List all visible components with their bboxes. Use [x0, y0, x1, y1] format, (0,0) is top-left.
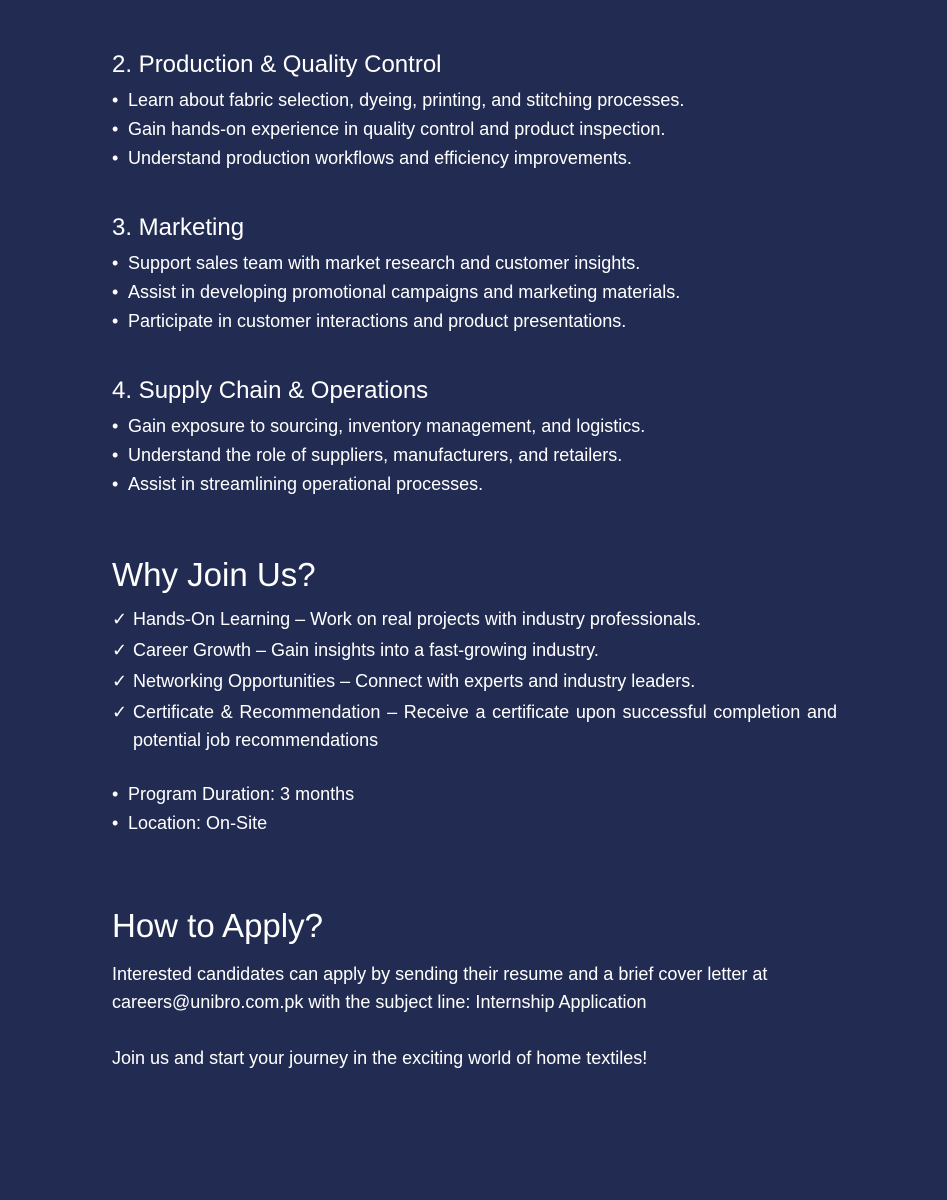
- bullet-icon: •: [112, 90, 119, 110]
- list-item-text: Hands-On Learning – Work on real projects with industry professionals.: [133, 609, 701, 629]
- list-item: [112, 249, 837, 278]
- program-location: [112, 809, 837, 838]
- bullet-icon: •: [112, 813, 119, 833]
- list-item-text: Career Growth – Gain insights into a fast-growing industry.: [133, 640, 599, 660]
- list-item-text: Understand the role of suppliers, manufacturers, and retailers.: [128, 445, 623, 465]
- list-item-text: Participate in customer interactions and product presentations.: [128, 311, 627, 331]
- section-heading: 3. Marketing: [112, 214, 245, 241]
- why-join-heading: Why Join Us?: [112, 556, 316, 593]
- list-item-text: Support sales team with market research and customer insights.: [128, 253, 641, 273]
- list-item-text: Gain hands-on experience in quality control and product inspection.: [128, 119, 666, 139]
- list-item: [112, 636, 837, 664]
- list-item-text: Location: On-Site: [128, 813, 268, 833]
- section-supply-chain: [112, 374, 837, 499]
- list-item-text: Networking Opportunities – Connect with experts and industry leaders.: [133, 671, 696, 691]
- list-item: [112, 441, 837, 470]
- bullet-icon: •: [112, 784, 119, 804]
- list-item: [112, 698, 837, 754]
- checkmark-icon: ✓: [112, 671, 128, 691]
- bullet-icon: •: [112, 119, 119, 139]
- section-how-to-apply: [112, 904, 837, 1072]
- document-page: [112, 48, 837, 1072]
- bullet-icon: •: [112, 445, 119, 465]
- bullet-icon: •: [112, 474, 119, 494]
- list-item: [112, 307, 837, 336]
- section-heading: 2. Production & Quality Control: [112, 51, 442, 78]
- apply-instructions: Interested candidates can apply by sending their resume and a brief cover letter at careers@unibro.com.pk with the subject line: Internship Application: [112, 964, 768, 1012]
- bullet-icon: •: [112, 282, 119, 302]
- checkmark-icon: ✓: [112, 640, 128, 660]
- list-item-text: Assist in developing promotional campaigns and marketing materials.: [128, 282, 681, 302]
- list-item: [112, 412, 837, 441]
- program-duration: [112, 780, 837, 809]
- section-marketing: [112, 211, 837, 336]
- bullet-list: [112, 412, 837, 499]
- bullet-icon: •: [112, 311, 119, 331]
- how-to-apply-heading: How to Apply?: [112, 907, 323, 944]
- list-item-text: Gain exposure to sourcing, inventory management, and logistics.: [128, 416, 646, 436]
- bullet-list: [112, 249, 837, 336]
- list-item: [112, 605, 837, 633]
- list-item: [112, 470, 837, 499]
- list-item: [112, 667, 837, 695]
- list-item-text: Program Duration: 3 months: [128, 784, 355, 804]
- check-list: [112, 605, 837, 754]
- closing-message: Join us and start your journey in the exciting world of home textiles!: [112, 1048, 648, 1068]
- checkmark-icon: ✓: [112, 609, 128, 629]
- list-item: [112, 86, 837, 115]
- bullet-icon: •: [112, 148, 119, 168]
- bullet-list: [112, 86, 837, 173]
- bullet-icon: •: [112, 253, 119, 273]
- list-item: [112, 144, 837, 173]
- list-item-text: Understand production workflows and efficiency improvements.: [128, 148, 632, 168]
- section-why-join: [112, 553, 837, 754]
- section-heading: 4. Supply Chain & Operations: [112, 377, 429, 404]
- list-item-text: Learn about fabric selection, dyeing, printing, and stitching processes.: [128, 90, 685, 110]
- bullet-icon: •: [112, 416, 119, 436]
- bullet-list: [112, 780, 837, 838]
- list-item: [112, 278, 837, 307]
- section-production-quality: [112, 48, 837, 173]
- list-item-text: Certificate & Recommendation – Receive a certificate upon successful completion and potential job recommendations: [133, 702, 837, 750]
- list-item-text: Assist in streamlining operational processes.: [128, 474, 484, 494]
- section-program-info: [112, 780, 837, 838]
- checkmark-icon: ✓: [112, 702, 128, 722]
- list-item: [112, 115, 837, 144]
